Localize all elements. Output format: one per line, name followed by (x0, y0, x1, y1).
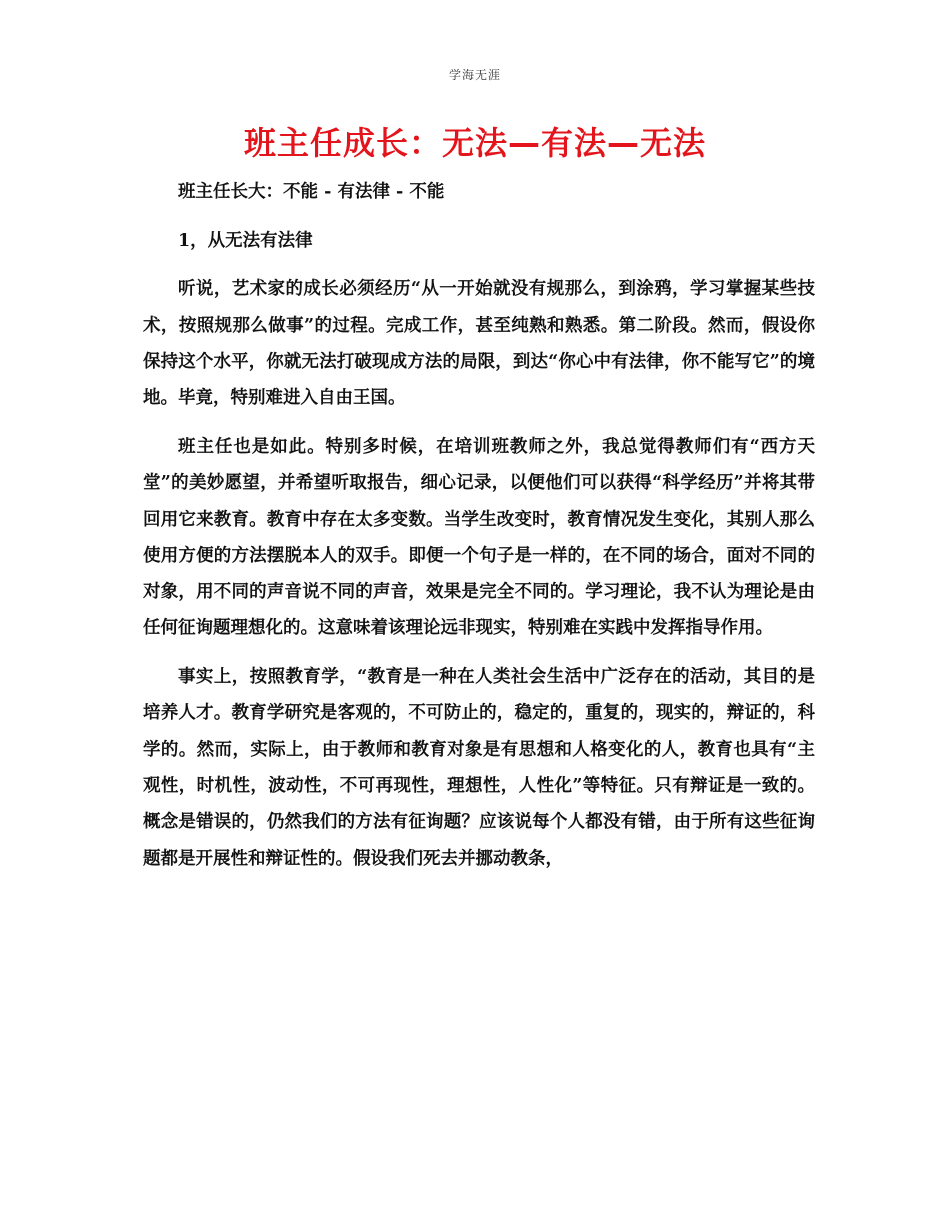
section-heading: 1，从无法有法律 (178, 230, 313, 251)
page-header: 学海无涯 (448, 68, 501, 82)
document-title: 班主任成长：无法—有法—无法 (243, 124, 706, 162)
body-paragraph: 班主任也是如此。特别多时候，在培训班教师之外，我总觉得教师们有“西方天堂”的美妙愿望，并希望听取报告，细心记录，以便他们可以获得“科学经历”并将其带回用它来教育。教育中存在太多变数。当学生改变时，教育情况发生变化，其别人那么使用方便的方法摆脱本人的双手。即便一个句子是一样的，在不同的场合，面对不同的对象，用不同的声音说不同的声音，效果是完全不同的。学习理论，我不认为理论是由任何征询题理想化的。这意味着该理论远非现实，特别难在实践中发挥指导作用。 (143, 436, 815, 639)
body-paragraph: 事实上，按照教育学，“教育是一种在人类社会生活中广泛存在的活动，其目的是培养人才。教育学研究是客观的，不可防止的，稳定的，重复的，现实的，辩证的，科学的。然而，实际上，由于教师和教育对象是有思想和人格变化的人，教育也具有“主观性，时机性，波动性，不可再现性，理想性，人性化”等特征。只有辩证是一致的。概念是错误的，仍然我们的方法有征询题？应该说每个人都没有错，由于所有这些征询题都是开展性和辩证性的。假设我们死去并挪动教条， (143, 667, 815, 869)
subtitle-paragraph: 班主任长大：不能 - 有法律 - 不能 (178, 182, 445, 202)
body-paragraph: 听说，艺术家的成长必须经历“从一开始就没有规那么，到涂鸦，学习掌握某些技术，按照规那么做事”的过程。完成工作，甚至纯熟和熟悉。第二阶段。然而，假设你保持这个水平，你就无法打破现成方法的局限，到达“你心中有法律，你不能写它”的境地。毕竟，特别难进入自由王国。 (143, 279, 815, 409)
document-body (143, 174, 815, 889)
